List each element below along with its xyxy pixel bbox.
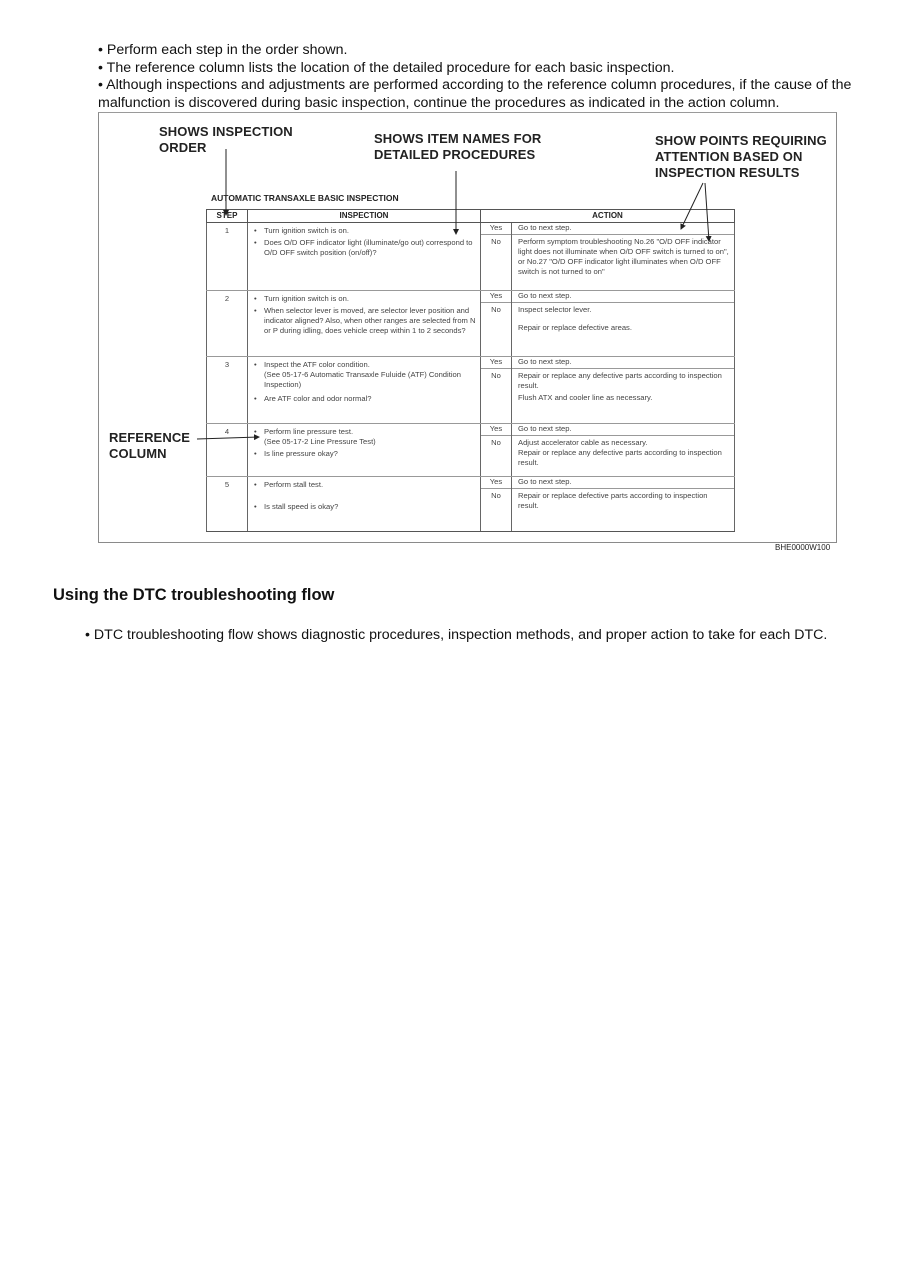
callout-item-names: SHOWS ITEM NAMES FOR DETAILED PROCEDURES bbox=[374, 131, 542, 162]
no-label: No bbox=[491, 237, 501, 246]
result-labels bbox=[481, 291, 512, 357]
yes-label: Yes bbox=[481, 291, 511, 303]
section-text bbox=[85, 627, 850, 645]
inspection-cell: • Perform line pressure test. (See 05-17-2 Line Pressure Test) • Is line pressure okay? bbox=[248, 424, 481, 477]
action-cell bbox=[512, 477, 735, 532]
yes-action: Go to next step. bbox=[512, 223, 734, 235]
yes-action: Go to next step. bbox=[512, 424, 734, 436]
table-row bbox=[207, 477, 735, 532]
result-labels bbox=[481, 477, 512, 532]
inspection-cell: • Inspect the ATF color condition. (See 05-17-6 Automatic Transaxle Fuluide (ATF) Condition Inspection) • Are ATF color and odor normal? bbox=[248, 357, 481, 424]
yes-label: Yes bbox=[481, 424, 511, 436]
yes-action: Go to next step. bbox=[512, 291, 734, 303]
callout-reference-column: REFERENCE COLUMN bbox=[109, 430, 191, 461]
result-labels bbox=[481, 424, 512, 477]
header-inspection: INSPECTION bbox=[248, 210, 481, 223]
inspection-table bbox=[206, 209, 735, 532]
reference-text: (See 05-17-2 Line Pressure Test) bbox=[264, 437, 376, 446]
inspection-cell: • Turn ignition switch is on. • When selector lever is moved, are selector lever position and indicator aligned? Also, when other ranges are selected from N or P during idling, does vehicle creep within 1 to 2 seconds? bbox=[248, 291, 481, 357]
no-action: Adjust accelerator cable as necessary. bbox=[518, 438, 648, 447]
intro-text bbox=[98, 42, 878, 112]
action-cell bbox=[512, 424, 735, 477]
yes-action: Go to next step. bbox=[512, 357, 734, 369]
header-step: STEP bbox=[207, 210, 248, 223]
intro-bullet: • Perform each step in the order shown. bbox=[98, 42, 348, 58]
no-label: No bbox=[491, 371, 501, 380]
inspection-cell: • Perform stall test. • Is stall speed is okay? bbox=[248, 477, 481, 532]
no-action: Repair or replace any defective parts according to inspection result. bbox=[518, 371, 722, 390]
step-number: 5 bbox=[207, 477, 248, 532]
inspection-figure bbox=[98, 112, 837, 543]
action-cell bbox=[512, 291, 735, 357]
step-number: 4 bbox=[207, 424, 248, 477]
yes-label: Yes bbox=[481, 357, 511, 369]
no-action: Repair or replace defective areas. bbox=[518, 323, 632, 332]
step-number: 2 bbox=[207, 291, 248, 357]
figure-code: BHE0000W100 bbox=[775, 543, 831, 552]
table-row bbox=[207, 357, 735, 424]
result-labels bbox=[481, 357, 512, 424]
no-label: No bbox=[491, 305, 501, 314]
no-action: Perform symptom troubleshooting No.26 "O/D OFF indicator light does not illuminate when O/D OFF switch is turned to on", or No.27 "O/D OFF indicator light illuminates when O/D OFF switch is not turned to on" bbox=[518, 237, 729, 276]
header-action: ACTION bbox=[481, 210, 735, 223]
section-title: Using the DTC troubleshooting flow bbox=[53, 586, 335, 604]
intro-bullet: • Although inspections and adjustments are performed according to the reference column procedures, if the cause of the malfunction is discovered during basic inspection, continue the procedures as indicated in the action column. bbox=[98, 77, 852, 111]
yes-label: Yes bbox=[481, 477, 511, 489]
table-row bbox=[207, 291, 735, 357]
table-row bbox=[207, 223, 735, 291]
callout-attention-points: SHOW POINTS REQUIRING ATTENTION BASED ON INSPECTION RESULTS bbox=[655, 133, 827, 180]
action-cell bbox=[512, 357, 735, 424]
table-row bbox=[207, 424, 735, 477]
figure-title: AUTOMATIC TRANSAXLE BASIC INSPECTION bbox=[211, 193, 399, 203]
reference-text: (See 05-17-6 Automatic Transaxle Fuluide (ATF) Condition Inspection) bbox=[264, 370, 461, 389]
yes-action: Go to next step. bbox=[512, 477, 734, 489]
no-action: Flush ATX and cooler line as necessary. bbox=[518, 393, 653, 402]
no-action: Inspect selector lever. bbox=[518, 305, 592, 314]
action-cell bbox=[512, 223, 735, 291]
result-labels bbox=[481, 223, 512, 291]
step-number: 3 bbox=[207, 357, 248, 424]
no-label: No bbox=[491, 438, 501, 447]
no-label: No bbox=[491, 491, 501, 500]
yes-label: Yes bbox=[481, 223, 511, 235]
no-action: Repair or replace any defective parts according to inspection result. bbox=[518, 448, 722, 467]
intro-bullet: • The reference column lists the location of the detailed procedure for each basic inspection. bbox=[98, 59, 675, 76]
step-number: 1 bbox=[207, 223, 248, 291]
section-bullet: • DTC troubleshooting flow shows diagnostic procedures, inspection methods, and proper action to take for each DTC. bbox=[85, 627, 828, 643]
inspection-cell: • Turn ignition switch is on. • Does O/D OFF indicator light (illuminate/go out) correspond to O/D OFF switch position (on/off)? bbox=[248, 223, 481, 291]
no-action: Repair or replace defective parts according to inspection result. bbox=[518, 491, 708, 510]
callout-inspection-order: SHOWS INSPECTION ORDER bbox=[159, 124, 293, 155]
